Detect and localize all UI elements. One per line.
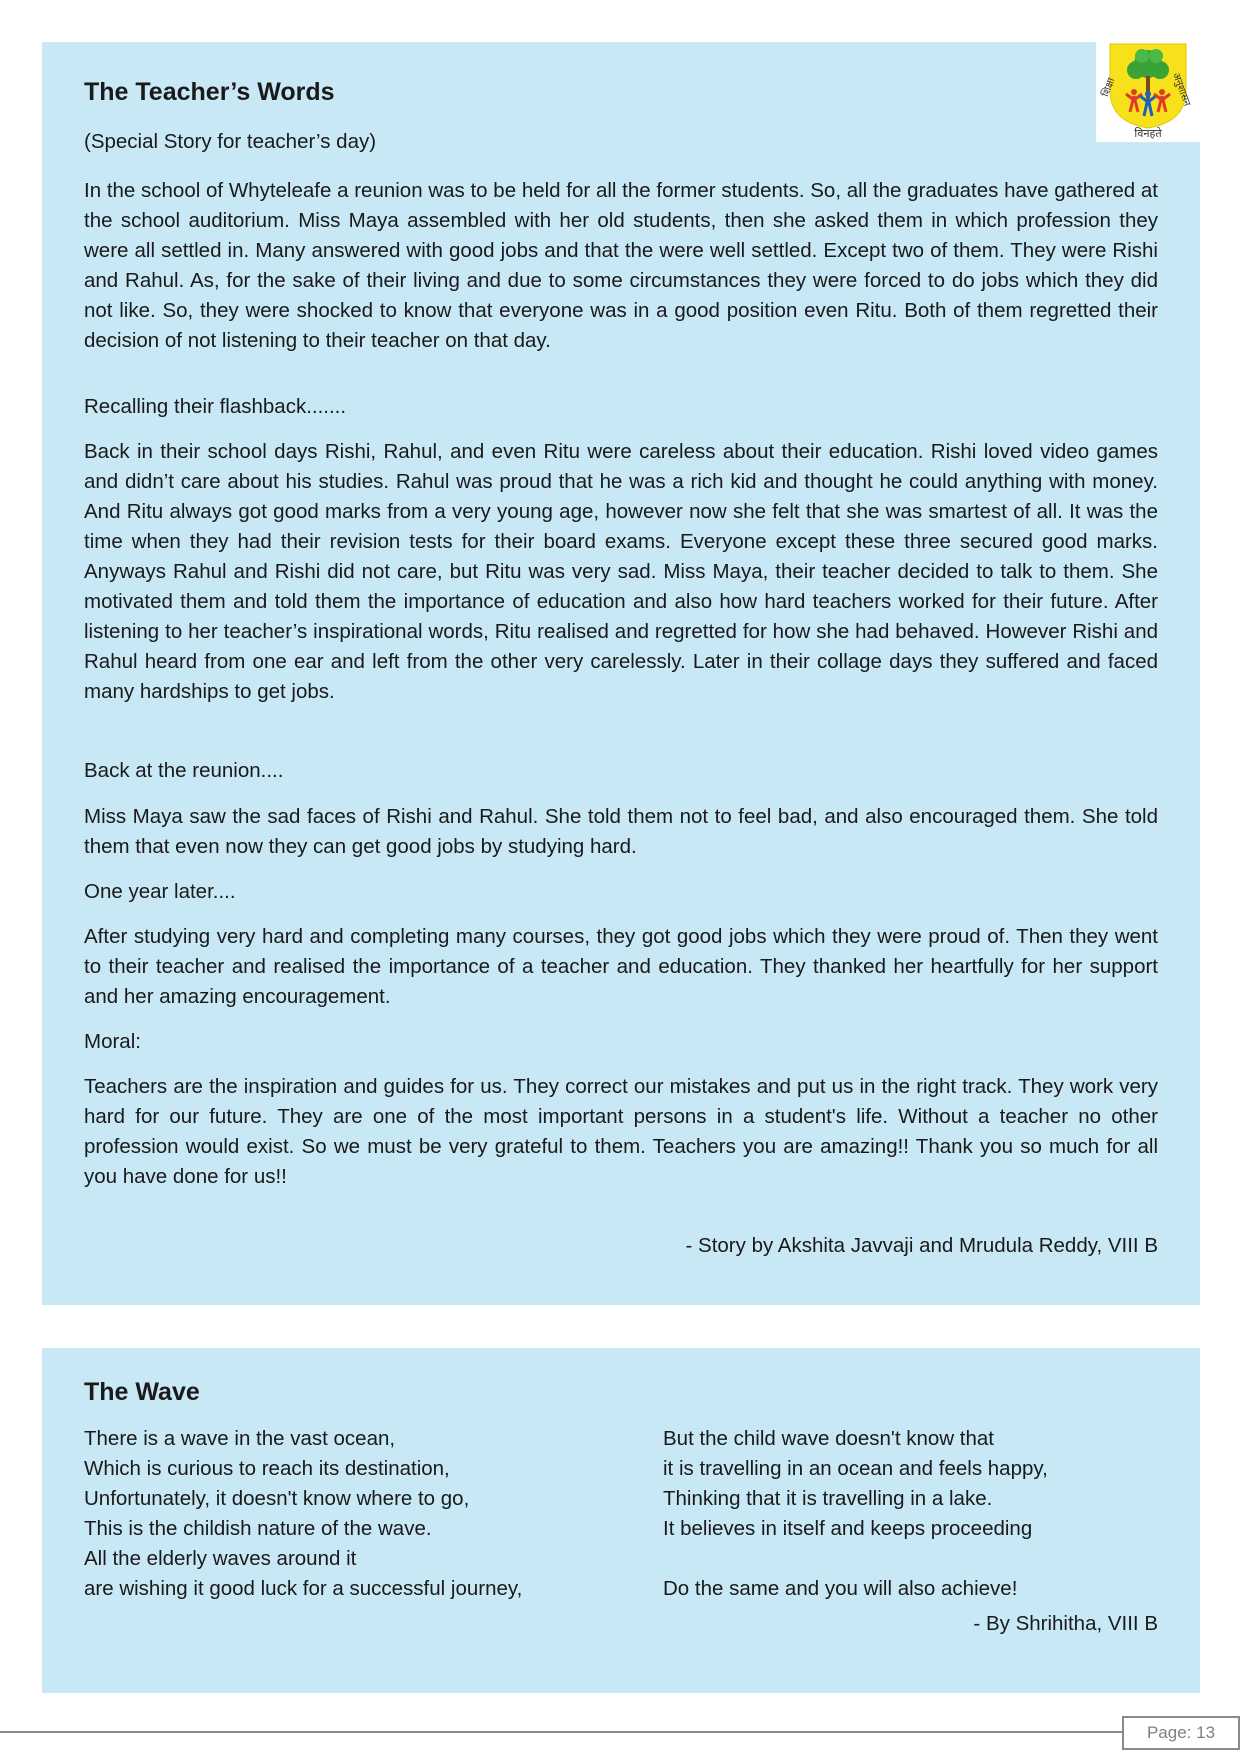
story-paragraph-8: Moral:	[84, 1030, 141, 1053]
story-title: The Teacher’s Words	[84, 78, 335, 106]
poem-line: All the elderly waves around it	[84, 1547, 357, 1570]
story-paragraph-7: After studying very hard and completing many courses, they got good jobs which they were proud of. Then they went to their teacher and realised the importance of a teacher and education. They thanked her heartfully for her support and her amazing encouragement.	[84, 925, 1158, 1008]
poem-line: Do the same and you will also achieve!	[663, 1577, 1018, 1600]
poem-left-column	[84, 1424, 522, 1604]
story-paragraph-2: Recalling their flashback.......	[84, 395, 347, 418]
poem-stanza-gap	[663, 1544, 1048, 1574]
school-logo	[1096, 42, 1200, 142]
poem-line: Unfortunately, it doesn't know where to go,	[84, 1487, 470, 1510]
poem-line: Which is curious to reach its destination,	[84, 1457, 450, 1480]
poem-signature: - By Shrihitha, VIII B	[973, 1612, 1158, 1635]
poem-line: But the child wave doesn't know that	[663, 1427, 994, 1450]
story-paragraph-1: In the school of Whyteleafe a reunion was to be held for all the former students. So, all the graduates have gathered at the school auditorium. Miss Maya assembled with her old students, then she asked them in which profession they were all settled in. Many answered with good jobs and that the were well settled. Except two of them. They were Rishi and Rahul. As, for the sake of their living and due to some circumstances they were forced to do jobs which they did not like. So, they were shocked to know that everyone was in a good position even Ritu. Both of them regretted their decision of not listening to their teacher on that day.	[84, 179, 1158, 352]
poem-line: are wishing it good luck for a successful journey,	[84, 1577, 523, 1600]
story-signature: - Story by Akshita Javvaji and Mrudula Reddy, VIII B	[685, 1234, 1158, 1257]
poem-line: Thinking that it is travelling in a lake.	[663, 1487, 993, 1510]
poem-line: This is the childish nature of the wave.	[84, 1517, 432, 1540]
story-paragraph-6: One year later....	[84, 880, 236, 903]
poem-right-column	[663, 1424, 1048, 1604]
story-paragraph-5: Miss Maya saw the sad faces of Rishi and Rahul. She told them not to feel bad, and also encouraged them. She told them that even now they can get good jobs by studying hard.	[84, 805, 1158, 858]
poem-panel	[42, 1348, 1200, 1693]
story-panel	[42, 42, 1200, 1305]
logo-text-left: शिक्षा	[1100, 76, 1118, 99]
story-subtitle: (Special Story for teacher’s day)	[84, 130, 377, 153]
story-paragraph-9: Teachers are the inspiration and guides for us. They correct our mistakes and put us in the right track. They work very hard for our future. They are one of the most important persons in a student's life. Without a teacher no other profession would exist. So we must be very grateful to them. Teachers you are amazing!! Thank you so much for all you have done for us!!	[84, 1075, 1158, 1188]
footer-divider	[0, 1731, 1122, 1733]
poem-line: There is a wave in the vast ocean,	[84, 1427, 396, 1450]
poem-line: it is travelling in an ocean and feels happy,	[663, 1457, 1048, 1480]
poem-line: It believes in itself and keeps proceeding	[663, 1517, 1033, 1540]
story-paragraph-4: Back at the reunion....	[84, 759, 284, 782]
page-number: Page: 13	[1122, 1716, 1240, 1750]
story-paragraph-3: Back in their school days Rishi, Rahul, and even Ritu were careless about their education. Rishi loved video games and didn’t care about his studies. Rahul was proud that he was a rich kid and thought he could anything with money. And Ritu always got good marks from a very young age, however now she felt that she was smartest of all. It was the time when they had their revision tests for their board exams. Everyone except these three secured good marks. Anyways Rahul and Rishi did not care, but Ritu was very sad. Miss Maya, their teacher decided to talk to them. She motivated them and told them the importance of education and also how hard teachers worked for their future. After listening to her teacher’s inspirational words, Ritu realised and regretted for how she had behaved. However Rishi and Rahul heard from one ear and left from the other very carelessly. Later in their collage days they suffered and faced many hardships to get jobs.	[84, 440, 1158, 703]
logo-text-bottom: विनहते	[1134, 128, 1162, 140]
poem-title: The Wave	[84, 1378, 200, 1406]
logo-text-right: अनुशासन	[1170, 71, 1193, 108]
